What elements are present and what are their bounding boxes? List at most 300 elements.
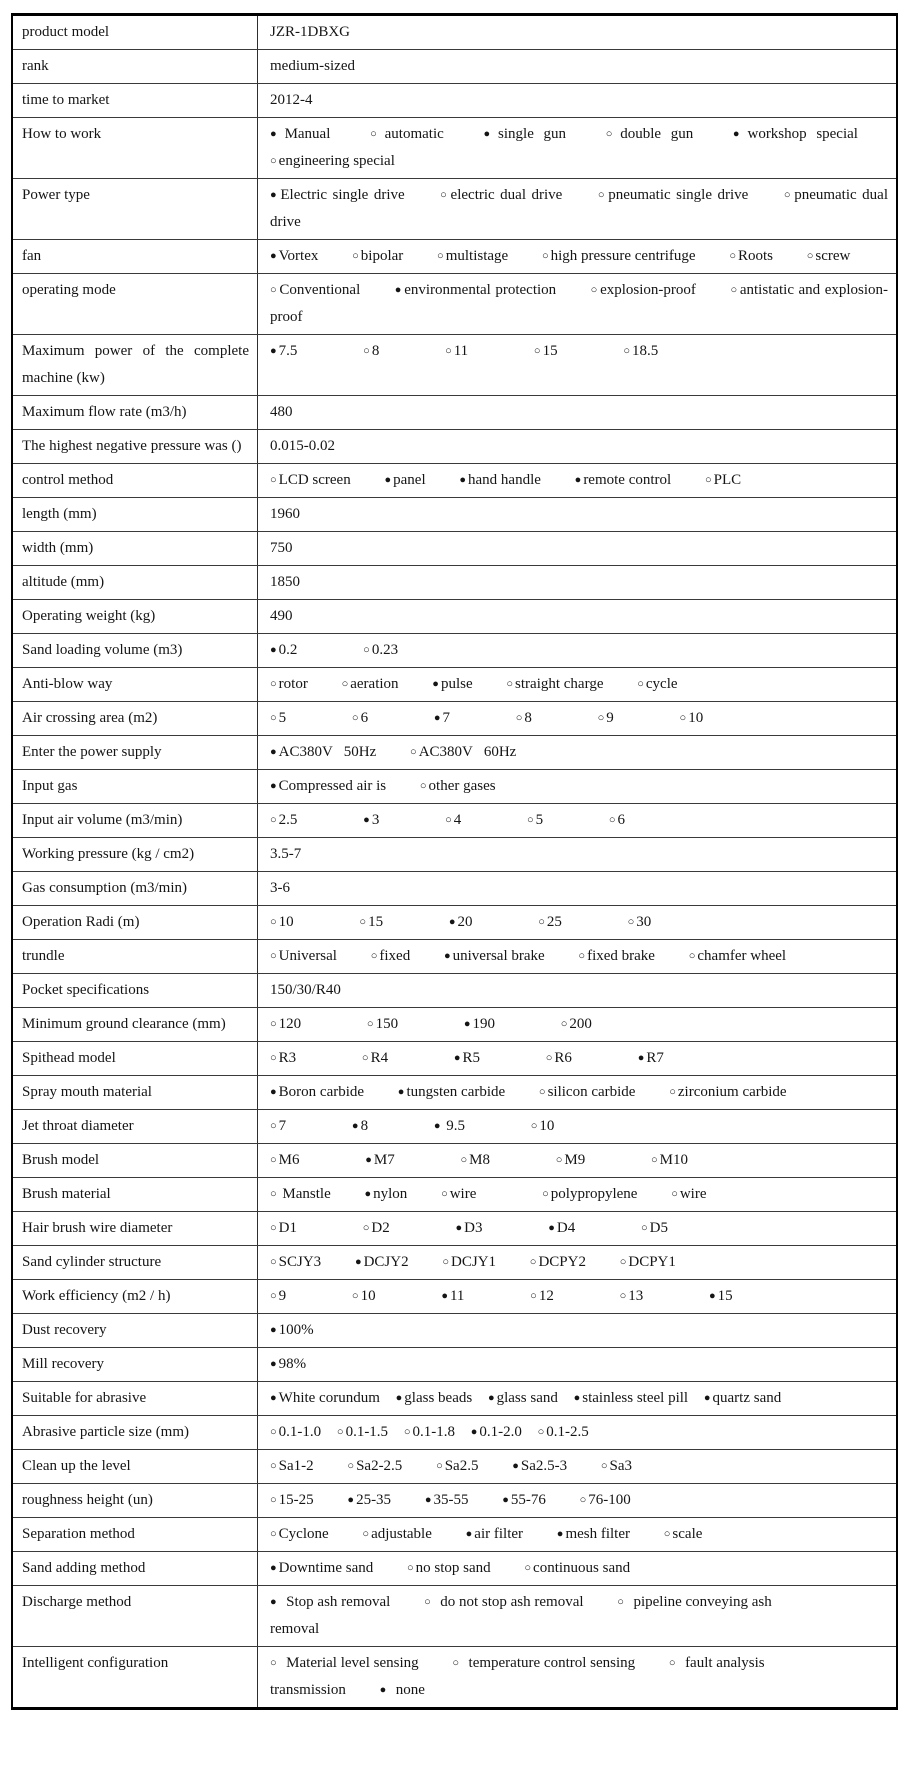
- radio-empty-icon: ○: [347, 1460, 355, 1472]
- radio-option[interactable]: [270, 1186, 331, 1202]
- row-value-text: 2012-4: [270, 92, 313, 108]
- row-label: operating mode: [13, 274, 258, 334]
- radio-option-label: 11: [449, 1288, 465, 1304]
- radio-filled-icon: ●: [703, 1392, 711, 1404]
- radio-option[interactable]: [270, 812, 297, 828]
- radio-empty-icon: ○: [270, 712, 277, 724]
- radio-option[interactable]: [363, 343, 379, 359]
- radio-option[interactable]: [546, 1050, 572, 1066]
- radio-option[interactable]: [530, 1254, 586, 1270]
- radio-option-label: Material level sensing: [278, 1655, 419, 1671]
- radio-empty-icon: ○: [806, 250, 814, 262]
- radio-empty-icon: ○: [363, 644, 370, 656]
- radio-empty-icon: ○: [783, 189, 793, 201]
- row-label: Suitable for abrasive: [13, 1382, 258, 1415]
- radio-option[interactable]: [270, 642, 297, 658]
- radio-option[interactable]: [270, 248, 318, 264]
- radio-option[interactable]: [651, 1152, 688, 1168]
- radio-option[interactable]: [270, 676, 308, 692]
- radio-filled-icon: ●: [270, 1324, 277, 1336]
- radio-option[interactable]: [542, 1186, 637, 1202]
- row-value-text: 0.015-0.02: [270, 438, 335, 454]
- radio-option[interactable]: [362, 1050, 388, 1066]
- radio-option[interactable]: [705, 472, 741, 488]
- radio-filled-icon: ●: [459, 474, 467, 486]
- radio-option[interactable]: [516, 710, 532, 726]
- radio-option[interactable]: [483, 126, 566, 142]
- radio-option[interactable]: [459, 472, 541, 488]
- row-label: Dust recovery: [13, 1314, 258, 1347]
- radio-empty-icon: ○: [651, 1154, 658, 1166]
- radio-option-label: fixed: [379, 948, 411, 964]
- row-label: Spithead model: [13, 1042, 258, 1075]
- radio-empty-icon: ○: [533, 345, 541, 357]
- radio-option[interactable]: [704, 1390, 781, 1406]
- radio-option[interactable]: [270, 472, 351, 488]
- radio-option[interactable]: [367, 1016, 398, 1032]
- radio-empty-icon: ○: [617, 1596, 624, 1608]
- radio-option[interactable]: [524, 1560, 630, 1576]
- radio-option[interactable]: [471, 1424, 522, 1440]
- radio-option[interactable]: [606, 126, 694, 142]
- radio-option[interactable]: [410, 744, 516, 760]
- row-value: [258, 1348, 896, 1381]
- radio-option[interactable]: [434, 1118, 465, 1134]
- row-value: [258, 1552, 896, 1585]
- row-label: Clean up the level: [13, 1450, 258, 1483]
- radio-option-label: D1: [278, 1220, 297, 1236]
- row-value: [258, 1246, 896, 1279]
- radio-option[interactable]: [363, 1220, 390, 1236]
- radio-empty-icon: ○: [270, 1154, 277, 1166]
- radio-filled-icon: ●: [637, 1052, 645, 1064]
- radio-option[interactable]: [620, 1254, 676, 1270]
- radio-option-label: pulse: [440, 676, 473, 692]
- radio-option-label: Roots: [737, 248, 773, 264]
- radio-option[interactable]: [270, 126, 330, 142]
- radio-option[interactable]: [436, 1458, 478, 1474]
- radio-option-label: PLC: [713, 472, 742, 488]
- radio-option[interactable]: [440, 187, 562, 203]
- row-value-text: 3-6: [270, 880, 290, 896]
- radio-empty-icon: ○: [436, 1460, 443, 1472]
- table-row: [13, 1348, 896, 1382]
- radio-option[interactable]: [444, 948, 545, 964]
- radio-option[interactable]: [270, 1560, 373, 1576]
- radio-option[interactable]: [270, 1390, 380, 1406]
- radio-empty-icon: ○: [366, 1018, 374, 1030]
- radio-filled-icon: ●: [512, 1460, 519, 1472]
- radio-empty-icon: ○: [441, 1188, 448, 1200]
- radio-option[interactable]: [270, 282, 360, 298]
- radio-option[interactable]: [502, 1492, 546, 1508]
- row-label: How to work: [13, 118, 258, 178]
- row-label: altitude (mm): [13, 566, 258, 599]
- radio-empty-icon: ○: [445, 814, 452, 826]
- radio-option[interactable]: [637, 676, 677, 692]
- radio-option-label: tungsten carbide: [406, 1084, 506, 1100]
- radio-option[interactable]: [270, 153, 395, 169]
- radio-option[interactable]: [365, 1152, 395, 1168]
- radio-option-label: 15: [542, 343, 558, 359]
- radio-option[interactable]: [578, 948, 655, 964]
- radio-option[interactable]: [591, 282, 696, 298]
- radio-option[interactable]: [729, 248, 773, 264]
- radio-option[interactable]: [270, 1424, 321, 1440]
- radio-option[interactable]: [425, 1492, 469, 1508]
- radio-empty-icon: ○: [729, 250, 736, 262]
- radio-option[interactable]: [432, 676, 472, 692]
- table-row: [13, 940, 896, 974]
- radio-option-label: 35-55: [433, 1492, 469, 1508]
- row-value-text: 490: [270, 608, 293, 624]
- radio-option[interactable]: [580, 1492, 631, 1508]
- radio-option[interactable]: [609, 812, 625, 828]
- radio-option[interactable]: [709, 1288, 733, 1304]
- radio-option[interactable]: [442, 1254, 496, 1270]
- radio-option[interactable]: [671, 1186, 706, 1202]
- radio-option-label: automatic: [384, 126, 444, 142]
- row-label: Sand adding method: [13, 1552, 258, 1585]
- radio-option[interactable]: [424, 1594, 583, 1610]
- radio-option-label: remote control: [583, 472, 672, 488]
- radio-option[interactable]: [441, 1288, 464, 1304]
- radio-option[interactable]: [561, 1016, 592, 1032]
- radio-option[interactable]: [574, 1390, 688, 1406]
- radio-option[interactable]: [270, 1016, 301, 1032]
- table-row: [13, 396, 896, 430]
- radio-option[interactable]: [384, 472, 425, 488]
- radio-option[interactable]: [464, 1016, 495, 1032]
- radio-option[interactable]: [380, 1682, 425, 1698]
- radio-option[interactable]: [347, 1458, 402, 1474]
- radio-option[interactable]: [534, 343, 558, 359]
- radio-option[interactable]: [270, 187, 405, 203]
- radio-filled-icon: ●: [483, 128, 497, 140]
- radio-option[interactable]: [352, 1288, 376, 1304]
- radio-option[interactable]: [669, 1655, 765, 1671]
- row-label: Anti-blow way: [13, 668, 258, 701]
- radio-option-label: 0.23: [371, 642, 399, 658]
- row-value-text: 1850: [270, 574, 300, 590]
- radio-option[interactable]: [530, 1288, 554, 1304]
- radio-option[interactable]: [575, 472, 672, 488]
- radio-option[interactable]: [270, 282, 888, 325]
- radio-option[interactable]: [449, 914, 473, 930]
- radio-option[interactable]: [531, 1118, 555, 1134]
- radio-empty-icon: ○: [608, 814, 616, 826]
- radio-option-label: 0.1-2.5: [546, 1424, 589, 1440]
- radio-option[interactable]: [441, 1186, 476, 1202]
- radio-empty-icon: ○: [688, 950, 696, 962]
- row-label: Power type: [13, 179, 258, 239]
- radio-option[interactable]: [371, 948, 410, 964]
- radio-option[interactable]: [270, 778, 386, 794]
- radio-option-label: aeration: [350, 676, 399, 692]
- radio-option[interactable]: [623, 343, 658, 359]
- radio-empty-icon: ○: [362, 1528, 370, 1540]
- radio-empty-icon: ○: [668, 1657, 676, 1669]
- radio-option-label: DCPY1: [628, 1254, 676, 1270]
- radio-option[interactable]: [270, 1458, 314, 1474]
- radio-filled-icon: ●: [394, 284, 403, 296]
- table-row: [13, 702, 896, 736]
- radio-option-label: 25-35: [356, 1492, 392, 1508]
- table-row: [13, 1246, 896, 1280]
- radio-option[interactable]: [556, 1152, 586, 1168]
- row-value: [258, 430, 896, 463]
- radio-option[interactable]: [452, 1655, 635, 1671]
- radio-option[interactable]: [664, 1526, 703, 1542]
- radio-option-label: Sa2.5-3: [520, 1458, 568, 1474]
- radio-option-label: cycle: [645, 676, 678, 692]
- radio-option[interactable]: [539, 1084, 636, 1100]
- radio-option-label: other gases: [428, 778, 496, 794]
- radio-option-label: wire: [449, 1186, 477, 1202]
- radio-filled-icon: ●: [365, 1154, 372, 1166]
- radio-option[interactable]: [466, 1526, 523, 1542]
- radio-option[interactable]: [538, 914, 562, 930]
- radio-option-label: Sa1-2: [278, 1458, 314, 1474]
- row-value: [258, 668, 896, 701]
- radio-filled-icon: ●: [270, 1392, 277, 1404]
- radio-option-label: 55-76: [510, 1492, 546, 1508]
- radio-option[interactable]: [548, 1220, 575, 1236]
- radio-option-label: 200: [569, 1016, 592, 1032]
- radio-option-label: multistage: [445, 248, 509, 264]
- row-value: [258, 736, 896, 769]
- radio-option[interactable]: [364, 1186, 407, 1202]
- row-value: [258, 770, 896, 803]
- radio-empty-icon: ○: [270, 1460, 277, 1472]
- radio-option[interactable]: [270, 1152, 300, 1168]
- radio-option-label: M10: [659, 1152, 688, 1168]
- radio-empty-icon: ○: [359, 916, 367, 928]
- radio-option-label: DCPY2: [538, 1254, 586, 1270]
- radio-option[interactable]: [407, 1560, 491, 1576]
- radio-empty-icon: ○: [627, 916, 635, 928]
- radio-option-label: 8: [524, 710, 532, 726]
- radio-option-label: electric dual drive: [450, 187, 563, 203]
- radio-option-label: single gun: [498, 126, 567, 142]
- radio-empty-icon: ○: [440, 189, 449, 201]
- row-label: product model: [13, 16, 258, 49]
- radio-filled-icon: ●: [441, 1290, 448, 1302]
- radio-empty-icon: ○: [270, 950, 277, 962]
- radio-option[interactable]: [601, 1458, 632, 1474]
- radio-option[interactable]: [641, 1220, 668, 1236]
- radio-empty-icon: ○: [555, 1154, 563, 1166]
- radio-option[interactable]: [689, 948, 786, 964]
- radio-option[interactable]: [270, 710, 286, 726]
- radio-option-label: 15-25: [278, 1492, 314, 1508]
- radio-filled-icon: ●: [465, 1528, 473, 1540]
- radio-empty-icon: ○: [403, 1426, 411, 1438]
- radio-option[interactable]: [270, 1220, 297, 1236]
- radio-empty-icon: ○: [704, 474, 712, 486]
- radio-option[interactable]: [669, 1084, 786, 1100]
- radio-option[interactable]: [617, 1594, 771, 1610]
- radio-option[interactable]: [352, 248, 403, 264]
- radio-option-label: Conventional: [279, 282, 361, 298]
- radio-option[interactable]: [347, 1492, 391, 1508]
- radio-option[interactable]: [680, 710, 704, 726]
- table-row: [13, 1212, 896, 1246]
- radio-option-label: AC380V 50Hz: [278, 744, 377, 760]
- radio-option[interactable]: [598, 710, 614, 726]
- table-row: [13, 1586, 896, 1647]
- radio-empty-icon: ○: [530, 1290, 537, 1302]
- radio-option[interactable]: [270, 1322, 314, 1338]
- radio-option-label: temperature control sensing: [461, 1655, 636, 1671]
- radio-filled-icon: ●: [354, 1256, 362, 1268]
- radio-option-label: fault analysis: [677, 1655, 765, 1671]
- radio-option[interactable]: [363, 642, 398, 658]
- radio-option[interactable]: [370, 126, 444, 142]
- radio-filled-icon: ●: [395, 1392, 403, 1404]
- row-label: trundle: [13, 940, 258, 973]
- radio-option-label: AC380V 60Hz: [418, 744, 517, 760]
- radio-option-label: DCJY2: [363, 1254, 409, 1270]
- radio-option[interactable]: [355, 1254, 409, 1270]
- radio-option[interactable]: [359, 914, 383, 930]
- radio-option-label: 190: [472, 1016, 495, 1032]
- radio-empty-icon: ○: [623, 345, 630, 357]
- radio-option-label: Manstle: [278, 1186, 331, 1202]
- radio-empty-icon: ○: [270, 1528, 277, 1540]
- radio-option[interactable]: [404, 1424, 455, 1440]
- radio-option-label: R5: [462, 1050, 481, 1066]
- radio-option[interactable]: [337, 1424, 388, 1440]
- row-label: Mill recovery: [13, 1348, 258, 1381]
- radio-empty-icon: ○: [605, 128, 619, 140]
- radio-option-label: 6: [360, 710, 369, 726]
- radio-option[interactable]: [362, 1526, 431, 1542]
- radio-option[interactable]: [733, 126, 858, 142]
- radio-filled-icon: ●: [270, 345, 277, 357]
- row-value-text: JZR-1DBXG: [270, 24, 351, 40]
- radio-option[interactable]: [437, 248, 508, 264]
- radio-option[interactable]: [270, 1254, 321, 1270]
- radio-option-label: air filter: [474, 1526, 524, 1542]
- table-row: [13, 430, 896, 464]
- row-value: [258, 804, 896, 837]
- radio-option-label: 7.5: [278, 343, 298, 359]
- radio-option-label: LCD screen: [278, 472, 351, 488]
- radio-empty-icon: ○: [445, 345, 452, 357]
- radio-empty-icon: ○: [730, 284, 738, 296]
- radio-option[interactable]: [342, 676, 399, 692]
- radio-option[interactable]: [352, 1118, 368, 1134]
- radio-filled-icon: ●: [351, 1120, 359, 1132]
- radio-option[interactable]: [512, 1458, 567, 1474]
- radio-empty-icon: ○: [270, 284, 278, 296]
- radio-option-label: 15: [368, 914, 384, 930]
- radio-option[interactable]: [434, 710, 450, 726]
- radio-empty-icon: ○: [406, 1562, 414, 1574]
- radio-option[interactable]: [538, 1424, 589, 1440]
- table-row: [13, 50, 896, 84]
- radio-option-label: pneumatic dual drive: [270, 187, 892, 230]
- radio-option[interactable]: [270, 1356, 306, 1372]
- radio-option-label: engineering special: [278, 153, 395, 169]
- radio-option[interactable]: [620, 1288, 644, 1304]
- radio-option[interactable]: [445, 343, 468, 359]
- radio-option[interactable]: [396, 1390, 473, 1406]
- radio-option-label: 0.2: [278, 642, 298, 658]
- table-row: [13, 1144, 896, 1178]
- radio-option-label: 10: [688, 710, 704, 726]
- radio-option[interactable]: [598, 187, 749, 203]
- radio-option-label: 5: [535, 812, 544, 828]
- radio-option[interactable]: [542, 248, 696, 264]
- radio-option-label: Downtime sand: [278, 1560, 374, 1576]
- radio-option-label: wire: [679, 1186, 707, 1202]
- radio-option-label: antistatic and explosion-proof: [270, 282, 889, 325]
- radio-filled-icon: ●: [270, 644, 277, 656]
- radio-option[interactable]: [807, 248, 851, 264]
- radio-option[interactable]: [270, 1655, 419, 1671]
- radio-option[interactable]: [270, 1050, 296, 1066]
- radio-option[interactable]: [270, 1084, 364, 1100]
- radio-filled-icon: ●: [453, 1052, 461, 1064]
- radio-option[interactable]: [270, 914, 294, 930]
- row-value: [258, 1647, 896, 1707]
- radio-option[interactable]: [420, 778, 496, 794]
- radio-option[interactable]: [638, 1050, 664, 1066]
- radio-option-label: 76-100: [588, 1492, 631, 1508]
- radio-option[interactable]: [270, 1492, 314, 1508]
- radio-option[interactable]: [527, 812, 543, 828]
- radio-option[interactable]: [454, 1050, 480, 1066]
- radio-empty-icon: ○: [526, 814, 534, 826]
- radio-option[interactable]: [270, 948, 337, 964]
- row-label: Sand loading volume (m3): [13, 634, 258, 667]
- radio-option[interactable]: [270, 1118, 286, 1134]
- radio-option[interactable]: [270, 744, 376, 760]
- radio-empty-icon: ○: [270, 1188, 277, 1200]
- radio-option[interactable]: [352, 710, 368, 726]
- radio-option[interactable]: [270, 1526, 329, 1542]
- radio-option[interactable]: [270, 343, 297, 359]
- radio-option[interactable]: [628, 914, 652, 930]
- radio-option-label: 15: [717, 1288, 733, 1304]
- radio-option[interactable]: [363, 812, 379, 828]
- table-row: [13, 498, 896, 532]
- radio-option[interactable]: [461, 1152, 491, 1168]
- radio-option[interactable]: [557, 1526, 630, 1542]
- row-value: [258, 1144, 896, 1177]
- radio-option[interactable]: [488, 1390, 558, 1406]
- row-label: The highest negative pressure was (): [13, 430, 258, 463]
- row-value-text: 480: [270, 404, 293, 420]
- radio-empty-icon: ○: [363, 345, 370, 357]
- radio-filled-icon: ●: [732, 128, 746, 140]
- radio-option[interactable]: [395, 282, 556, 298]
- radio-option[interactable]: [445, 812, 461, 828]
- row-value: [258, 1450, 896, 1483]
- radio-option[interactable]: [506, 676, 603, 692]
- row-value: [258, 634, 896, 667]
- radio-filled-icon: ●: [270, 780, 277, 792]
- radio-option[interactable]: [270, 1594, 390, 1610]
- radio-option[interactable]: [456, 1220, 483, 1236]
- radio-option-label: continuous sand: [533, 1560, 631, 1576]
- row-label: rank: [13, 50, 258, 83]
- radio-option[interactable]: [270, 1288, 286, 1304]
- radio-option[interactable]: [398, 1084, 505, 1100]
- radio-option-label: 30: [636, 914, 652, 930]
